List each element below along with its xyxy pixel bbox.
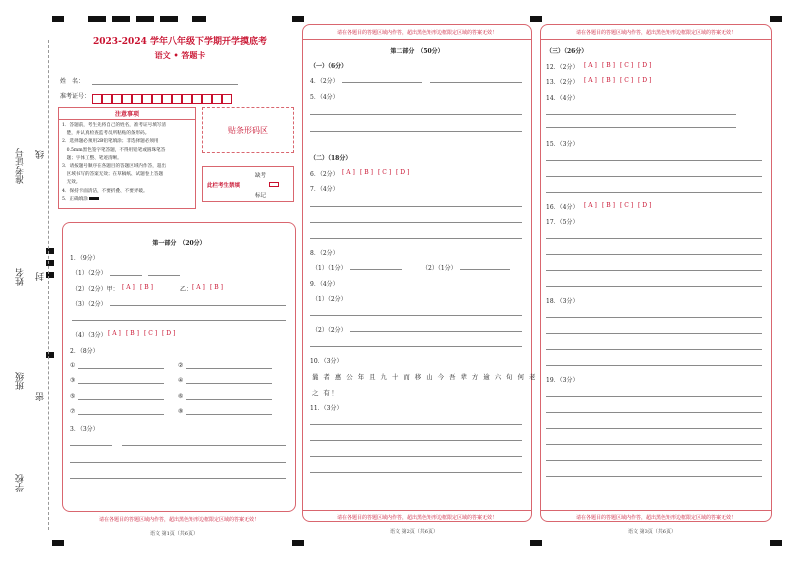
q2-c5: ⑤ xyxy=(70,393,76,400)
note-line: 区域书写的答案无效；在草稿纸、试题卷上答题 xyxy=(62,172,164,178)
q3-field-2[interactable] xyxy=(70,462,286,463)
q3-field-3[interactable] xyxy=(70,478,286,479)
part2-title: 第二部分 （50分） xyxy=(390,48,444,55)
side-seal: 封 xyxy=(36,272,46,281)
q1-3-field-2[interactable] xyxy=(72,320,286,321)
q9-2-label: （2）（2分） xyxy=(312,327,347,334)
side-line: 线 xyxy=(36,150,46,159)
q4-field-b[interactable] xyxy=(430,82,522,83)
q11-label: 11．（3分） xyxy=(310,405,343,412)
divider-2 xyxy=(302,39,532,40)
timing-dash xyxy=(88,16,106,22)
q1-2-choice-b[interactable]: [ B ] xyxy=(140,284,153,291)
q2-c4: ④ xyxy=(178,377,184,384)
part1-title: 第一部分 （20分） xyxy=(152,240,206,247)
q19-field-2[interactable] xyxy=(546,412,762,413)
q11-field-2[interactable] xyxy=(310,440,522,441)
q17-label: 17．（5分） xyxy=(546,219,579,226)
q2-c7: ⑦ xyxy=(70,408,76,415)
q14-field-2[interactable] xyxy=(546,127,736,128)
timing-mark xyxy=(52,540,64,546)
q2-c2: ② xyxy=(178,362,184,369)
note-line: 5．正确填涂 xyxy=(62,196,192,204)
q17-field-3[interactable] xyxy=(546,270,762,271)
q16-choice-a[interactable]: [ A ] xyxy=(584,202,597,209)
q6-choice-c[interactable]: [ C ] xyxy=(378,169,392,176)
q1-2b-choice-a[interactable]: [ A ] xyxy=(192,284,205,291)
page-title: 2023-2024 学年八年级下学期开学摸底考 xyxy=(93,37,267,47)
q2-field-8[interactable] xyxy=(186,414,272,415)
timing-dash xyxy=(136,16,154,22)
q6-choice-a[interactable]: [ A ] xyxy=(342,169,355,176)
q1-3-label: （3）（2分） xyxy=(72,301,107,308)
q3-field-1[interactable] xyxy=(70,445,112,446)
q13-choice-c[interactable]: [ C ] xyxy=(620,77,634,84)
q10-text-2: 之 有！ xyxy=(312,389,340,397)
timing-dash xyxy=(112,16,130,22)
barcode-area xyxy=(202,107,294,153)
sec3-label: （三）（26分） xyxy=(546,48,588,55)
q1-4-choice-d[interactable]: [ D ] xyxy=(162,330,176,337)
q13-choice-d[interactable]: [ D ] xyxy=(638,77,652,84)
q1-4-choice-a[interactable]: [ A ] xyxy=(108,330,121,337)
q12-choice-d[interactable]: [ D ] xyxy=(638,62,652,69)
sec1-label: （一）（6分） xyxy=(310,63,348,70)
q6-choice-b[interactable]: [ B ] xyxy=(360,169,373,176)
timing-mark xyxy=(292,540,304,546)
timing-mark xyxy=(530,16,542,22)
q16-label: 16．（4分） xyxy=(546,204,579,211)
absent-box xyxy=(202,166,294,202)
note-line: 题；字体工整、笔迹清晰。 xyxy=(62,155,122,161)
q4-field-a[interactable] xyxy=(342,82,422,83)
q19-field-4[interactable] xyxy=(546,444,762,445)
absent-checkbox[interactable] xyxy=(269,182,279,187)
q2-c1: ① xyxy=(70,362,76,369)
side-school: 学校 xyxy=(16,474,26,492)
q1-1-field-a[interactable] xyxy=(110,275,142,276)
timing-mark xyxy=(52,16,64,22)
q3-label: 3．（3分） xyxy=(70,426,99,433)
q5-label: 5．（4分） xyxy=(310,94,339,101)
footer-1: 语文 第1页（共6页） xyxy=(150,531,198,537)
note-line: 2．选择题必须用2B铅笔填涂；非选择题必须用 xyxy=(62,139,159,145)
q1-2-choice-a[interactable]: [ A ] xyxy=(122,284,135,291)
q2-c6: ⑥ xyxy=(178,393,184,400)
q1-4-label: （4）（3分） xyxy=(72,332,107,339)
sec2-label: （二）（18分） xyxy=(310,155,352,162)
q13-choice-a[interactable]: [ A ] xyxy=(584,77,597,84)
q12-choice-b[interactable]: [ B ] xyxy=(602,62,615,69)
q17-field-4[interactable] xyxy=(546,286,762,287)
absent-a: 缺考 xyxy=(255,173,267,179)
q7-field-3[interactable] xyxy=(310,238,522,239)
q19-field-6[interactable] xyxy=(546,476,762,477)
q2-field-5[interactable] xyxy=(78,399,164,400)
q15-field-2[interactable] xyxy=(546,176,762,177)
timing-mark xyxy=(770,540,782,546)
q9-label: 9．（4分） xyxy=(310,281,339,288)
q9-1-field[interactable] xyxy=(310,315,522,316)
q1-3-field[interactable] xyxy=(110,305,286,306)
q3-field-1b[interactable] xyxy=(122,445,286,446)
q18-field-3[interactable] xyxy=(546,349,762,350)
q2-field-4[interactable] xyxy=(186,383,272,384)
q1-1-label: （1）（2分） xyxy=(72,270,107,277)
divider-3 xyxy=(540,39,772,40)
note-line: 3．请按题号顺序在各题目的答题区域内作答，超出 xyxy=(62,164,166,170)
q1-2-label: （2）（2分）甲： xyxy=(72,286,119,293)
note-line: 0.5mm黑色签字笔答题，不得用铅笔或圆珠笔答 xyxy=(62,147,166,153)
q2-field-3[interactable] xyxy=(78,383,164,384)
q18-field-1[interactable] xyxy=(546,317,762,318)
exam-id-label: 准考证号： xyxy=(60,93,91,100)
q1-label: 1．（9分） xyxy=(70,255,99,262)
q8-2-field[interactable] xyxy=(460,269,510,270)
q8-label: 8．（2分） xyxy=(310,250,339,257)
timing-mark xyxy=(530,540,542,546)
timing-dash xyxy=(192,16,206,22)
q10-text-1: 曩 者 惠 公 年 且 九 十 而 移 山 今 吾 辈 方 逾 六 旬 何 老 xyxy=(312,373,537,381)
q6-choice-d[interactable]: [ D ] xyxy=(396,169,410,176)
q17-field-2[interactable] xyxy=(546,254,762,255)
note-line: 1．答题前，考生先将自己的姓名，准考证号填写清 xyxy=(62,123,166,128)
q5-field-1[interactable] xyxy=(310,114,522,115)
q2-field-6[interactable] xyxy=(186,399,272,400)
fill-example-icon xyxy=(89,197,99,200)
divider-3b xyxy=(540,510,772,511)
q1-4-choice-b[interactable]: [ B ] xyxy=(126,330,139,337)
q9-1-label: （1）（2分） xyxy=(312,296,347,303)
note-line: 楚，并认真检查监考员所粘贴的条形码。 xyxy=(62,131,150,137)
q1-4-choice-c[interactable]: [ C ] xyxy=(144,330,158,337)
footer-2: 语文 第2页（共6页） xyxy=(390,529,438,535)
q18-field-4[interactable] xyxy=(546,365,762,366)
q7-field-2[interactable] xyxy=(310,222,522,223)
cut-line xyxy=(48,40,49,530)
q11-field-1[interactable] xyxy=(310,424,522,425)
q19-field-5[interactable] xyxy=(546,460,762,461)
page-subtitle: 语文 • 答题卡 xyxy=(154,50,206,60)
note-line: 4．保持卡面清洁，不要折叠、不要弄破。 xyxy=(62,188,148,194)
q15-label: 15．（3分） xyxy=(546,141,579,148)
q2-c8: ⑧ xyxy=(178,408,184,415)
q18-label: 18．（3分） xyxy=(546,298,579,305)
name-label: 姓 名： xyxy=(60,78,85,85)
q1-2b-choice-b[interactable]: [ B ] xyxy=(210,284,223,291)
q2-field-1[interactable] xyxy=(78,368,164,369)
q18-field-2[interactable] xyxy=(546,333,762,334)
q2-c3: ③ xyxy=(70,377,76,384)
side-name: 姓名 xyxy=(16,268,26,286)
q16-choice-c[interactable]: [ C ] xyxy=(620,202,634,209)
name-field[interactable] xyxy=(92,84,238,85)
q8-2-label: （2）（1分） xyxy=(422,265,457,272)
q15-field-3[interactable] xyxy=(546,192,762,193)
q8-1-label: （1）（1分） xyxy=(312,265,347,272)
q14-field-1[interactable] xyxy=(546,114,736,115)
q11-field-3[interactable] xyxy=(310,456,522,457)
q13-choice-b[interactable]: [ B ] xyxy=(602,77,615,84)
q1-1-field-b[interactable] xyxy=(148,275,180,276)
notes-box xyxy=(58,107,196,209)
absent-b: 标记 xyxy=(255,193,267,199)
q14-label: 14．（4分） xyxy=(546,95,579,102)
note-line: 无效。 xyxy=(62,180,81,186)
side-class: 班级 xyxy=(16,372,26,390)
q2-label: 2．（8分） xyxy=(70,348,99,355)
q17-field-1[interactable] xyxy=(546,238,762,239)
timing-mark xyxy=(292,16,304,22)
q9-2-field[interactable] xyxy=(350,331,522,332)
q12-choice-a[interactable]: [ A ] xyxy=(584,62,597,69)
q19-field-1[interactable] xyxy=(546,396,762,397)
q12-choice-c[interactable]: [ C ] xyxy=(620,62,634,69)
divider-2b xyxy=(302,510,532,511)
q6-label: 6．（2分） xyxy=(310,171,339,178)
q2-field-2[interactable] xyxy=(186,368,272,369)
q19-label: 19．（3分） xyxy=(546,377,579,384)
timing-mark xyxy=(770,16,782,22)
q5-field-2[interactable] xyxy=(310,131,522,132)
q2-field-7[interactable] xyxy=(78,414,164,415)
q16-choice-b[interactable]: [ B ] xyxy=(602,202,615,209)
q4-label: 4．（2分） xyxy=(310,78,339,85)
q7-label: 7．（4分） xyxy=(310,186,339,193)
q16-choice-d[interactable]: [ D ] xyxy=(638,202,652,209)
q12-label: 12．（2分） xyxy=(546,64,579,71)
notes-title: 注意事项 xyxy=(59,108,195,120)
side-secret: 密 xyxy=(36,392,46,401)
exam-id-boxes[interactable] xyxy=(92,88,232,107)
absent-label: 此栏考生禁填 xyxy=(207,183,241,189)
q19-field-3[interactable] xyxy=(546,428,762,429)
q9-2-field-2[interactable] xyxy=(310,346,522,347)
side-exam-id: 准考证号 xyxy=(16,148,26,184)
q10-label: 10．（3分） xyxy=(310,358,343,365)
q13-label: 13．（2分） xyxy=(546,79,579,86)
q8-1-field[interactable] xyxy=(350,269,402,270)
footer-3: 语文 第3页（共6页） xyxy=(628,529,676,535)
q7-field-1[interactable] xyxy=(310,206,522,207)
q1-2-label-b: 乙： xyxy=(180,286,193,293)
barcode-label: 贴条形码区 xyxy=(228,125,268,135)
timing-dash xyxy=(160,16,178,22)
q11-field-4[interactable] xyxy=(310,472,522,473)
q15-field-1[interactable] xyxy=(546,160,762,161)
